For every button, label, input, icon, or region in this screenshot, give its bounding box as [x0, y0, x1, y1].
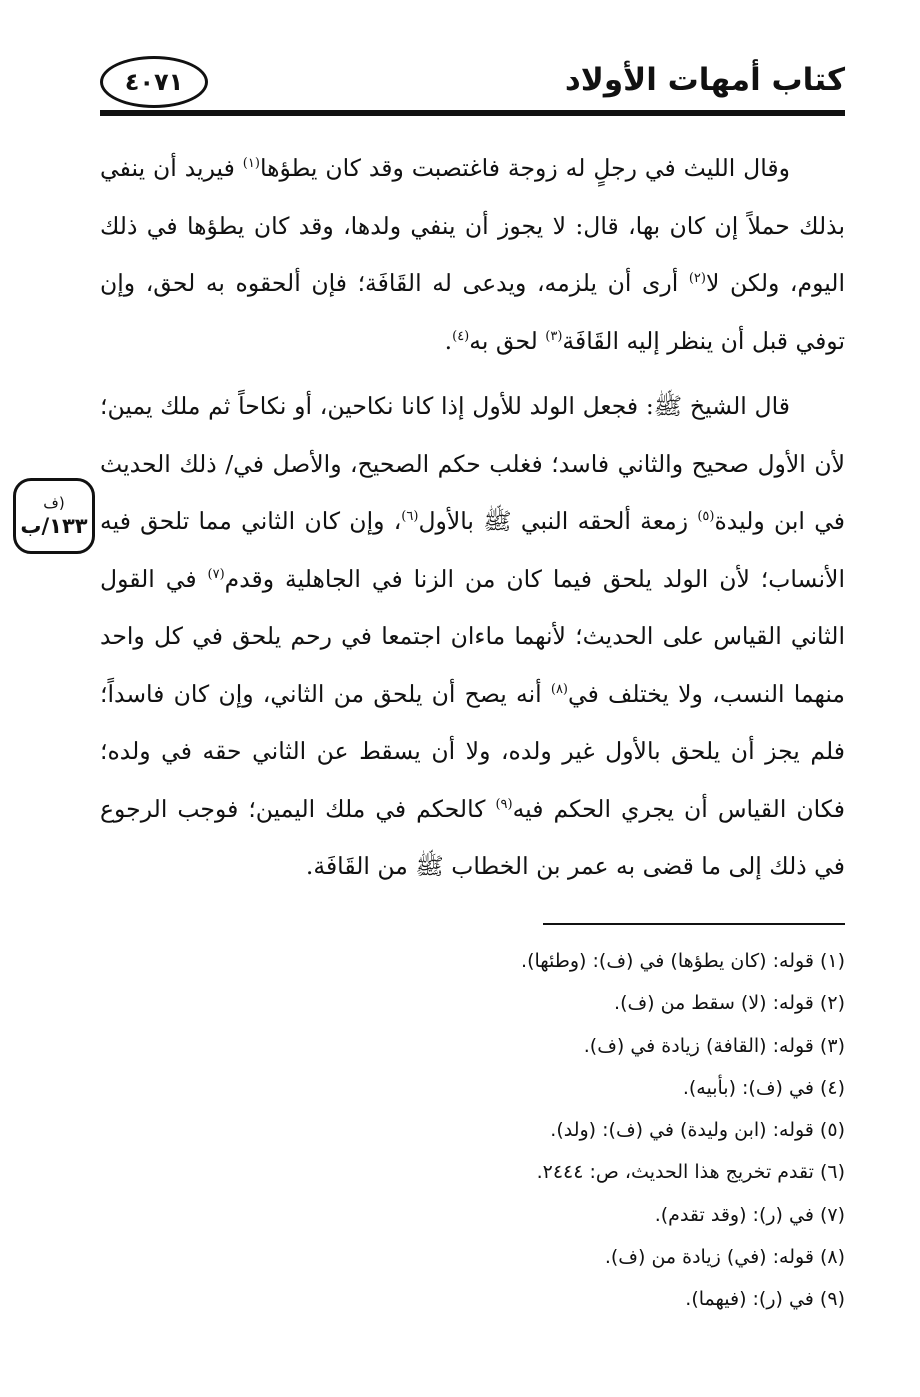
text-run: أرى أن يلزمه، ويدعى له القَافَة؛ فإن ألحقوه به لحق، وإن توفي قبل أن ينظر إليه القَافَة — [100, 269, 845, 355]
page-number: ٤٠٧١ — [124, 68, 184, 96]
footnote-6: (٦) تقدم تخريج هذا الحديث، ص: ٢٤٤٤. — [536, 1161, 845, 1184]
text-run: فيريد أن ينفي بذلك حملاً إن كان بها، قال: لا يجوز أن ينفي ولدها، وقد كان يطؤها في ذلك اليوم، ولكن لا — [100, 154, 845, 297]
footnote-9: (٩) في (ر): (فيهما). — [685, 1288, 845, 1311]
footnote-ref: (٩) — [495, 796, 513, 812]
footnote-ref: (١) — [242, 156, 260, 172]
paragraph-2 — [100, 378, 845, 896]
footnote-ref: (٤) — [452, 328, 470, 344]
text-run: كالحكم في ملك اليمين؛ فوجب الرجوع في ذلك إلى ما قضى به عمر بن الخطاب ﷺ من القَافَة. — [100, 794, 845, 880]
footnote-ref: (٦) — [401, 509, 419, 525]
footnote-ref: (٢) — [688, 271, 706, 287]
header-rule — [100, 110, 845, 116]
text-run: . — [444, 326, 453, 355]
footnotes — [345, 940, 845, 1321]
footnote-ref: (٧) — [207, 566, 225, 582]
footnote-3: (٣) قوله: (القافة) زيادة في (ف). — [583, 1034, 845, 1057]
footnote-ref: (٨) — [550, 681, 568, 697]
page-number-badge — [100, 56, 208, 108]
footnote-5: (٥) قوله: (ابن وليدة) في (ف): (ولد). — [550, 1119, 845, 1142]
footnote-separator — [543, 923, 845, 925]
footnote-ref: (٥) — [697, 509, 715, 525]
footnote-8: (٨) قوله: (في) زيادة من (ف). — [604, 1246, 845, 1269]
footnote-4: (٤) في (ف): (بأبيه). — [682, 1076, 845, 1099]
footnote-2: (٢) قوله: (لا) سقط من (ف). — [614, 992, 845, 1015]
text-run: قال الشيخ ﷺ: فجعل الولد للأول إذا كانا نكاحين، أو نكاحاً ثم ملك يمين؛ لأن الأول صحيح والثاني فاسد؛ فغلب حكم الصحيح، والأصل في/ ذلك الحديث في ابن وليدة — [100, 392, 846, 535]
manuscript-folio-marker — [13, 478, 95, 554]
text-run: وقال الليث في رجلٍ له زوجة فاغتصبت وقد كان يطؤها — [259, 154, 790, 182]
text-run: في القول الثاني القياس على الحديث؛ لأنهما ماءان اجتمعا في رحم يلحق في كل واحد منهما النسب، ولا يختلف في — [100, 564, 845, 708]
text-run: لحق به — [469, 326, 546, 355]
page-header — [100, 56, 845, 116]
text-run: ، وإن كان الثاني مما تلحق فيه الأنساب؛ لأن الولد يلحق فيما كان من الزنا في الجاهلية وقدم — [100, 507, 845, 593]
footnote-1: (١) قوله: (كان يطؤها) في (ف): (وطئها). — [521, 950, 845, 972]
footnote-7: (٧) في (ر): (وقد تقدم). — [654, 1203, 845, 1226]
folio-number: ١٣٣/ب — [20, 514, 88, 538]
folio-source: (ف — [43, 494, 65, 512]
footnote-ref: (٣) — [545, 328, 563, 344]
paragraph-1 — [100, 140, 845, 370]
book-title: كتاب أمهات الأولاد — [564, 62, 845, 98]
text-run: أنه يصح أن يلحق من الثاني، وإن كان فاسداً؛ فلم يجز أن يلحق بالأول غير ولده، ولا أن يسقط عن الثاني حقه في ولده؛ فكان القياس أن يجري الحكم فيه — [100, 679, 845, 823]
text-run: زمعة ألحقه النبي ﷺ بالأول — [418, 507, 698, 535]
main-text — [100, 140, 845, 904]
